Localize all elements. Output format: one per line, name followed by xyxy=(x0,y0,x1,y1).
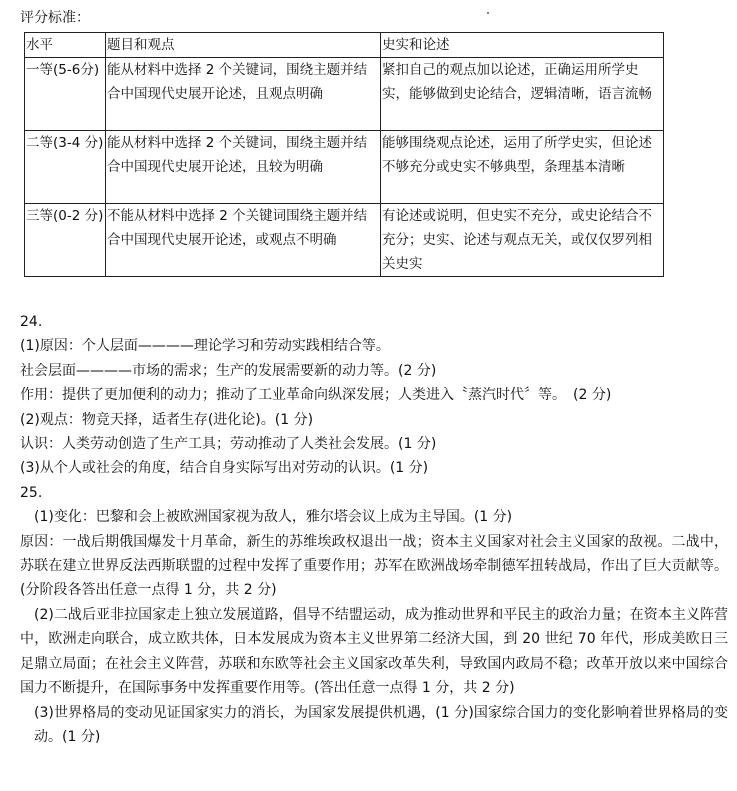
q24-answer-line: 认识：人类劳动创造了生产工具；劳动推动了人类社会发展。(1 分) xyxy=(20,436,437,453)
q24-answer-line: 社会层面————市场的需求；生产的发展需要新的动力等。(2 分) xyxy=(20,362,437,379)
level-cell: 二等(3-4 分) xyxy=(25,131,106,204)
rubric-row xyxy=(25,131,664,204)
facts-cell: 紧扣自己的观点加以论述，正确运用所学史实，能够做到史论结合，逻辑清晰，语言流畅 xyxy=(381,58,664,131)
topic-cell: 能从材料中选择 2 个关键词，围绕主题并结合中国现代史展开论述，且观点明确 xyxy=(106,58,381,131)
answer-body xyxy=(20,310,728,749)
stray-dot xyxy=(487,12,489,14)
topic-cell: 能从材料中选择 2 个关键词，围绕主题并结合中国现代史展开论述，且较为明确 xyxy=(106,131,381,204)
q25-reason-paragraph: 原因：一战后期俄国爆发十月革命，新生的苏维埃政权退出一战；资本主义国家对社会主义国家的敌视。二战中，苏联在建立世界反法西斯联盟的过程中发挥了重要作用；苏军在欧洲战场牵制德军扭转战局，作出了巨大贡献等。(分阶段各答出任意一点得 1 分，共 2 分) xyxy=(20,533,728,599)
rubric-row xyxy=(25,58,664,131)
rubric-row xyxy=(25,204,664,277)
q25-part2-paragraph: (2)二战后亚非拉国家走上独立发展道路，倡导不结盟运动，成为推动世界和平民主的政治力量；在资本主义阵营中，欧洲走向联合，成立欧共体，日本发展成为资本主义世界第二经济大国，到 20 世纪 70 年代，形成美欧日三足鼎立局面；在社会主义阵营，苏联和东欧等社会主义国家改革失利，导致国内政局不稳；改革开放以来中国综合国力不断提升，在国际事务中发挥重要作用等。(答出任意一点得 1 分，共 2 分) xyxy=(20,606,728,697)
rubric-table xyxy=(24,32,664,277)
q24-answer-line: (3)从个人或社会的角度，结合自身实际写出对劳动的认识。(1 分) xyxy=(20,460,429,477)
facts-cell: 有论述或说明，但史实不充分，或史论结合不充分；史实、论述与观点无关，或仅仅罗列相关史实 xyxy=(381,204,664,277)
level-cell: 一等(5-6分) xyxy=(25,58,106,131)
rubric-title: 评分标准： xyxy=(20,10,90,26)
q25-number: 25. xyxy=(20,484,43,501)
q24-answer-line: (2)观点：物竞天择，适者生存(进化论)。(1 分) xyxy=(20,411,314,428)
rubric-header-row xyxy=(25,33,664,58)
q24-number: 24. xyxy=(20,314,43,330)
q24-answer-line: (1)原因：个人层面————理论学习和劳动实践相结合等。 xyxy=(20,338,390,355)
header-topic: 题目和观点 xyxy=(106,33,381,58)
header-facts: 史实和论述 xyxy=(381,33,664,58)
header-level: 水平 xyxy=(25,33,106,58)
topic-cell: 不能从材料中选择 2 个关键词围绕主题并结合中国现代史展开论述，或观点不明确 xyxy=(106,204,381,277)
q25-part1: (1)变化：巴黎和会上被欧洲国家视为敌人，雅尔塔会议上成为主导国。(1 分) xyxy=(34,509,513,526)
level-cell: 三等(0-2 分) xyxy=(25,204,106,277)
facts-cell: 能够围绕观点论述，运用了所学史实，但论述不够充分或史实不够典型，条理基本清晰 xyxy=(381,131,664,204)
q25-part3-paragraph: (3)世界格局的变动见证国家实力的消长，为国家发展提供机遇，(1 分)国家综合国力的变化影响着世界格局的变动。(1 分) xyxy=(34,704,728,745)
q24-answer-line: 作用：提供了更加便利的动力；推动了工业革命向纵深发展；人类进入〝蒸汽时代〞等。 (2 分) xyxy=(20,387,612,404)
